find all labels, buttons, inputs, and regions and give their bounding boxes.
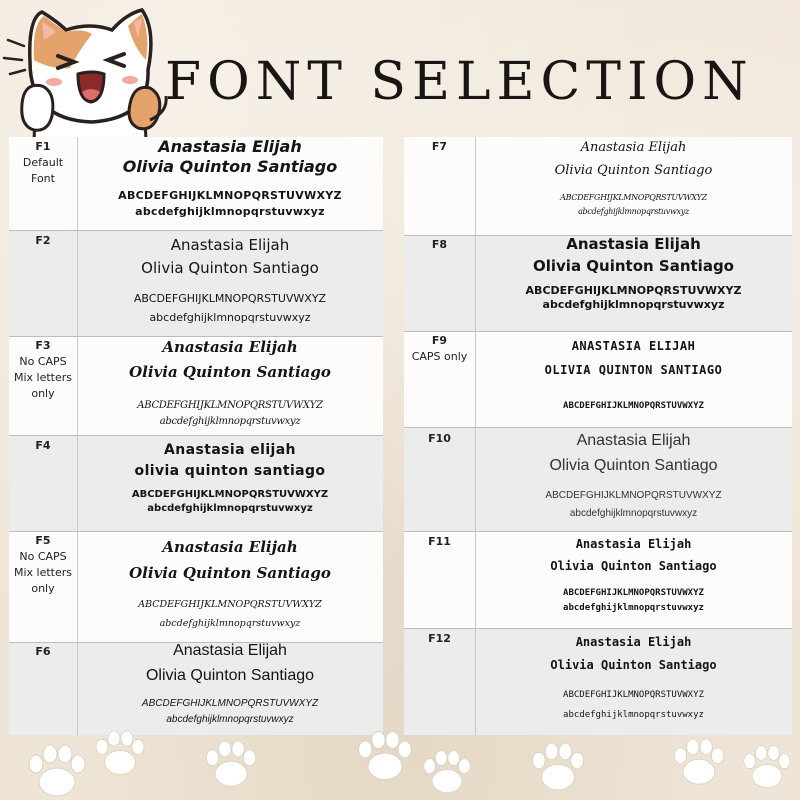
font-label-f4 — [9, 438, 77, 454]
font-label-f10 — [404, 431, 475, 447]
sample-uppercase: ABCDEFGHIJKLMNOPQRSTUVWXYZ — [141, 698, 319, 709]
sample-lowercase: abcdefghijklmnopqrstuvwxyz — [147, 503, 313, 514]
font-note: Mix letters — [13, 566, 73, 579]
font-note: Mix letters — [13, 371, 73, 384]
sample-name-1: Anastasia Elijah — [575, 537, 692, 551]
row-divider — [9, 435, 383, 436]
paw-print-icon — [418, 748, 476, 796]
font-label-f12 — [404, 631, 475, 647]
sample-uppercase: ABCDEFGHIJKLMNOPQRSTUVWXYZ — [137, 400, 323, 411]
sample-name-1: Anastasia Elijah — [158, 137, 302, 156]
font-note: Font — [31, 172, 55, 185]
font-code: F5 — [35, 534, 51, 547]
sample-name-2: Olivia Quinton Santiago — [554, 163, 713, 178]
sample-uppercase: ABCDEFGHIJKLMNOPQRSTUVWXYZ — [563, 690, 704, 700]
sample-uppercase: ABCDEFGHIJKLMNOPQRSTUVWXYZ — [138, 599, 322, 610]
paw-print-icon — [22, 742, 92, 800]
font-code: F9 — [431, 334, 448, 347]
font-code: F6 — [35, 645, 51, 658]
font-label-f8 — [404, 237, 475, 253]
sample-name-2: Olivia Quinton Santiago — [122, 157, 338, 176]
sample-lowercase: abcdefghijklmnopqrstuvwxyz — [166, 714, 294, 725]
sample-name-1: ANASTASIA ELIJAH — [571, 339, 696, 353]
sample-name-2: OLIVIA QUINTON SANTIAGO — [544, 363, 723, 377]
sample-uppercase: ABCDEFGHIJKLMNOPQRSTUVWXYZ — [133, 292, 327, 305]
sample-name-2: Olivia Quinton Santiago — [532, 257, 734, 275]
font-note: Default — [22, 156, 64, 169]
font-code: F7 — [431, 140, 448, 153]
font-code: F4 — [35, 439, 51, 452]
sample-name-2: Olivia Quinton Santiago — [129, 363, 331, 381]
font-code: F12 — [428, 632, 451, 645]
sample-name-2: Olivia Quinton Santiago — [145, 667, 315, 684]
paw-print-icon — [668, 736, 730, 788]
font-code: F1 — [35, 140, 51, 153]
row-divider — [404, 628, 792, 629]
font-label-f1 — [9, 139, 77, 187]
sample-uppercase: ABCDEFGHIJKLMNOPQRSTUVWXYZ — [545, 490, 722, 501]
font-code: F3 — [35, 339, 51, 352]
paw-print-icon — [526, 740, 590, 794]
paw-print-icon — [200, 738, 262, 790]
sample-lowercase: abcdefghijklmnopqrstuvwxyz — [159, 618, 301, 629]
sample-lowercase: abcdefghijklmnopqrstuvwxyz — [149, 311, 311, 324]
font-note: CAPS only — [411, 350, 468, 363]
row-divider — [404, 531, 792, 532]
font-label-f9 — [404, 333, 475, 365]
sample-lowercase: abcdefghijklmnopqrstuvwxyz — [569, 508, 698, 519]
sample-lowercase: abcdefghijklmnopqrstuvwxyz — [578, 207, 689, 216]
sample-lowercase: abcdefghijklmnopqrstuvwxyz — [563, 710, 704, 720]
sample-name-1: Anastasia Elijah — [162, 338, 298, 356]
paw-print-icon — [738, 742, 796, 792]
font-label-f5 — [9, 533, 77, 597]
row-divider — [9, 531, 383, 532]
font-label-f6 — [9, 644, 77, 660]
sample-uppercase: ABCDEFGHIJKLMNOPQRSTUVWXYZ — [118, 189, 342, 202]
sample-uppercase: ABCDEFGHIJKLMNOPQRSTUVWXYZ — [563, 401, 704, 411]
sample-name-1: Anastasia Elijah — [162, 538, 298, 556]
sample-name-1: Anastasia elijah — [164, 442, 296, 458]
font-note: only — [31, 387, 55, 400]
font-label-f3 — [9, 338, 77, 402]
sample-name-1: Anastasia Elijah — [566, 235, 701, 253]
font-code: F10 — [428, 432, 451, 445]
row-divider — [404, 427, 792, 428]
font-code: F11 — [428, 535, 451, 548]
sample-uppercase: ABCDEFGHIJKLMNOPQRSTUVWXYZ — [560, 193, 707, 202]
font-note: No CAPS — [19, 355, 67, 368]
sample-lowercase: abcdefghijklmnopqrstuvwxyz — [135, 205, 325, 218]
font-code: F8 — [431, 238, 448, 251]
cat-mascot-icon — [0, 0, 170, 150]
left-font-table — [9, 137, 383, 735]
sample-name-1: Anastasia Elijah — [173, 642, 287, 659]
sample-uppercase: ABCDEFGHIJKLMNOPQRSTUVWXYZ — [131, 489, 329, 500]
sample-name-2: Olivia Quinton Santiago — [550, 658, 717, 672]
sample-name-1: Anastasia Elijah — [575, 635, 692, 649]
sample-name-2: Olivia Quinton Santiago — [141, 259, 319, 277]
row-divider — [9, 230, 383, 231]
sample-name-2: olivia quinton santiago — [134, 463, 326, 479]
font-label-f11 — [404, 534, 475, 550]
sample-name-1: Anastasia Elijah — [580, 140, 687, 155]
font-label-f7 — [404, 139, 475, 155]
sample-name-2: Olivia Quinton Santiago — [549, 457, 718, 474]
paw-print-icon — [352, 728, 418, 784]
paw-print-icon — [90, 728, 150, 778]
right-font-table — [404, 137, 792, 735]
page-title: FONT SELECTION — [165, 52, 754, 112]
font-note: No CAPS — [19, 550, 67, 563]
sample-name-1: Anastasia Elijah — [576, 432, 691, 449]
sample-uppercase: ABCDEFGHIJKLMNOPQRSTUVWXYZ — [525, 284, 742, 297]
sample-uppercase: ABCDEFGHIJKLMNOPQRSTUVWXYZ — [563, 588, 704, 598]
sample-name-2: Olivia Quinton Santiago — [550, 559, 717, 573]
sample-lowercase: abcdefghijklmnopqrstuvwxyz — [563, 603, 704, 613]
row-divider — [404, 331, 792, 332]
sample-lowercase: abcdefghijklmnopqrstuvwxyz — [159, 416, 301, 427]
font-label-f2 — [9, 233, 77, 249]
sample-name-1: Anastasia Elijah — [170, 236, 290, 254]
font-code: F2 — [35, 234, 51, 247]
sample-lowercase: abcdefghijklmnopqrstuvwxyz — [542, 298, 725, 311]
sample-name-2: Olivia Quinton Santiago — [129, 564, 331, 582]
font-note: only — [31, 582, 55, 595]
